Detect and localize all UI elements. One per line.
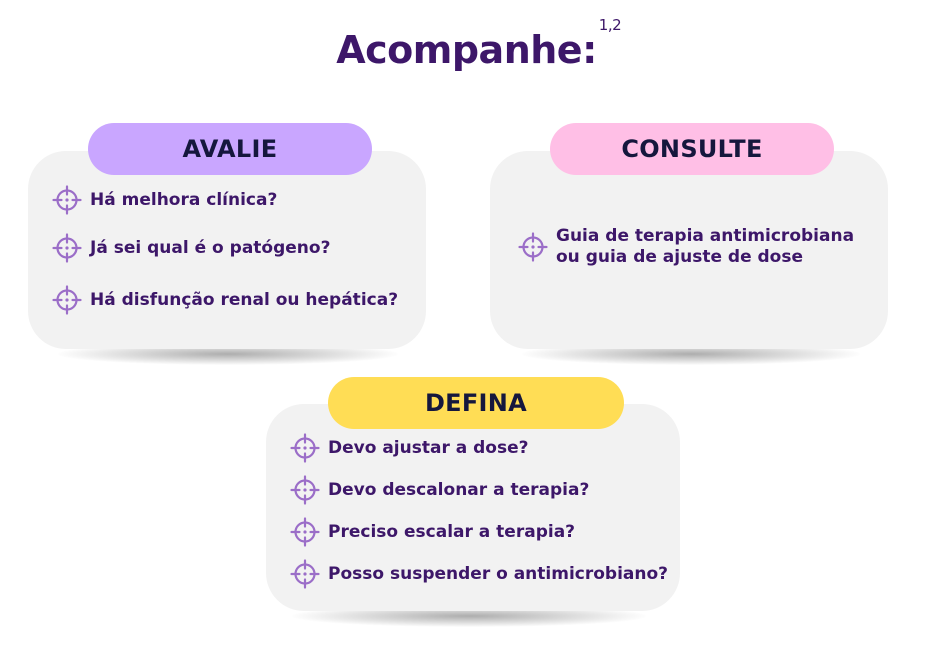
avalie-item (52, 185, 277, 215)
consulte-item-text (556, 226, 854, 268)
crosshair-icon (290, 475, 320, 505)
defina-item (290, 433, 529, 463)
crosshair-icon (518, 232, 548, 262)
consulte-item (518, 226, 854, 268)
title-reference: 1,2 (598, 16, 622, 34)
crosshair-icon (52, 285, 82, 315)
crosshair-icon (52, 185, 82, 215)
consulte-item-line: Guia de terapia antimicrobiana (556, 226, 855, 246)
avalie-item (52, 233, 330, 263)
crosshair-icon (52, 233, 82, 263)
avalie-item-text: Há disfunção renal ou hepática? (90, 290, 399, 310)
defina-item-text: Devo ajustar a dose? (328, 438, 529, 458)
defina-item (290, 475, 589, 505)
title-text: Acompanhe: (336, 28, 597, 72)
avalie-item-text: Já sei qual é o patógeno? (90, 238, 331, 258)
consulte-item-line: ou guia de ajuste de dose (556, 247, 804, 267)
avalie-item (52, 285, 398, 315)
page-title (0, 16, 933, 72)
defina-item-text: Posso suspender o antimicrobiano? (328, 564, 669, 584)
crosshair-icon (290, 517, 320, 547)
crosshair-icon (290, 433, 320, 463)
defina-item (290, 517, 575, 547)
defina-item (290, 559, 668, 589)
consulte-pill: CONSULTE (550, 123, 834, 175)
crosshair-icon (290, 559, 320, 589)
avalie-pill: AVALIE (88, 123, 372, 175)
defina-pill: DEFINA (328, 377, 624, 429)
defina-item-text: Preciso escalar a terapia? (328, 522, 576, 542)
defina-item-text: Devo descalonar a terapia? (328, 480, 590, 500)
avalie-item-text: Há melhora clínica? (90, 190, 278, 210)
